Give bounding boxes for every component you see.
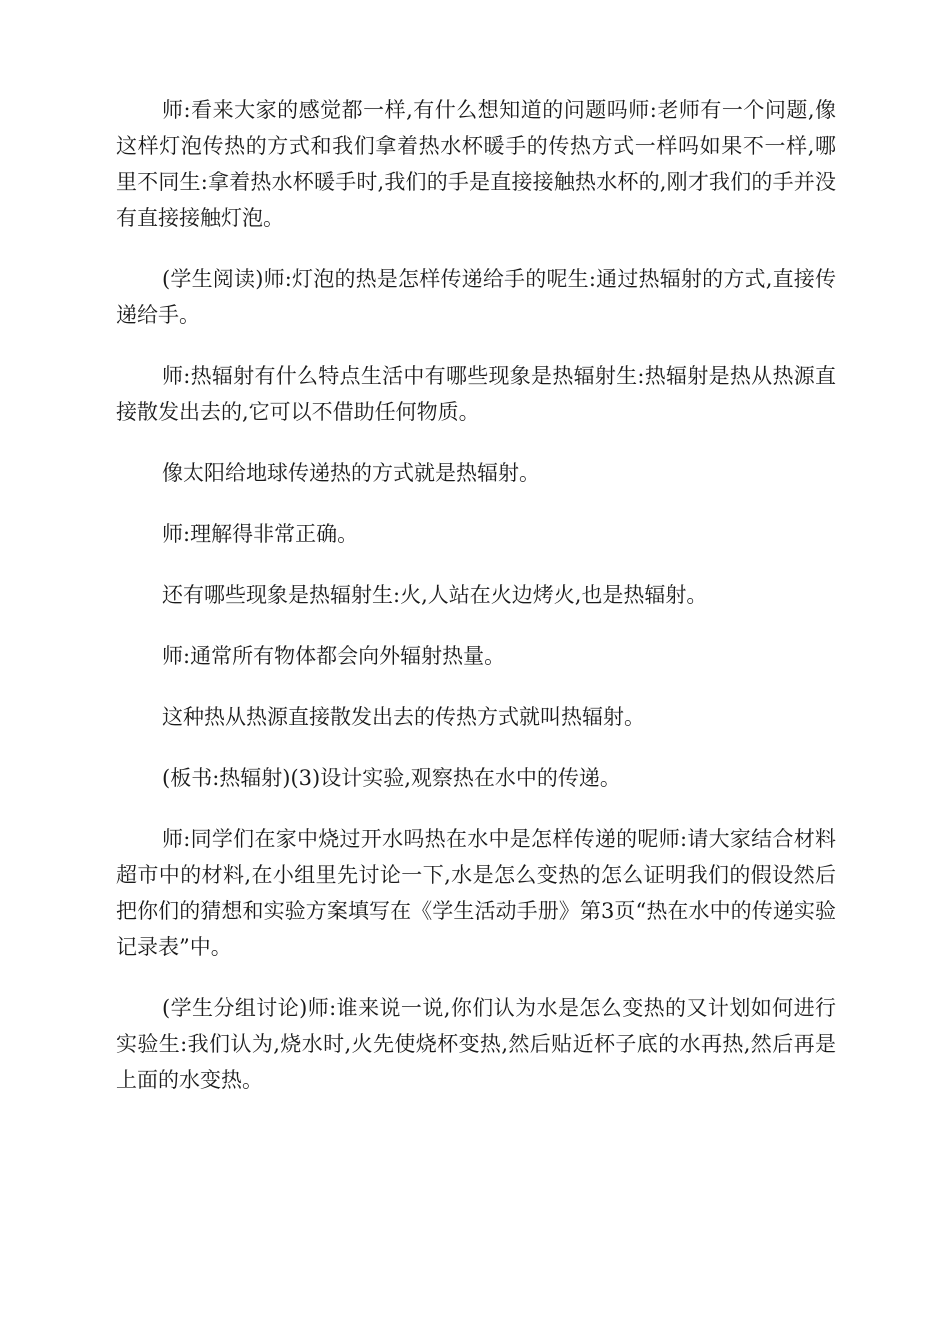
paragraph-5: 师:理解得非常正确。: [162, 522, 359, 546]
paragraph-6: 还有哪些现象是热辐射生:火,人站在火边烤火,也是热辐射。: [162, 583, 708, 607]
paragraph-8: 这种热从热源直接散发出去的传热方式就叫热辐射。: [162, 705, 645, 729]
paragraph-9: (板书:热辐射)(3)设计实验,观察热在水中的传递。: [162, 766, 621, 790]
paragraph-1: 师:看来大家的感觉都一样,有什么想知道的问题吗师:老师有一个问题,像这样灯泡传热的方式和我们拿着热水杯暖手的传热方式一样吗如果不一样,哪里不同生:拿着热水杯暖手时,我们的手是直接接触热水杯的,刚才我们的手并没有直接接触灯泡。: [116, 98, 836, 230]
paragraph-11: (学生分组讨论)师:谁来说一说,你们认为水是怎么变热的又计划如何进行实验生:我们认为,烧水时,火先使烧杯变热,然后贴近杯子底的水再热,然后再是上面的水变热。: [116, 996, 836, 1092]
paragraph-3: 师:热辐射有什么特点生活中有哪些现象是热辐射生:热辐射是热从热源直接散发出去的,它可以不借助任何物质。: [116, 364, 836, 424]
paragraph-2: (学生阅读)师:灯泡的热是怎样传递给手的呢生:通过热辐射的方式,直接传递给手。: [116, 267, 836, 327]
document-body: [116, 92, 836, 1098]
paragraph-10: 师:同学们在家中烧过开水吗热在水中是怎样传递的呢师:请大家结合材料超市中的材料,在小组里先讨论一下,水是怎么变热的怎么证明我们的假设然后把你们的猜想和实验方案填写在《学生活动手册》第3页“热在水中的传递实验记录表”中。: [116, 827, 836, 959]
paragraph-7: 师:通常所有物体都会向外辐射热量。: [162, 644, 506, 668]
paragraph-4: 像太阳给地球传递热的方式就是热辐射。: [162, 461, 540, 485]
